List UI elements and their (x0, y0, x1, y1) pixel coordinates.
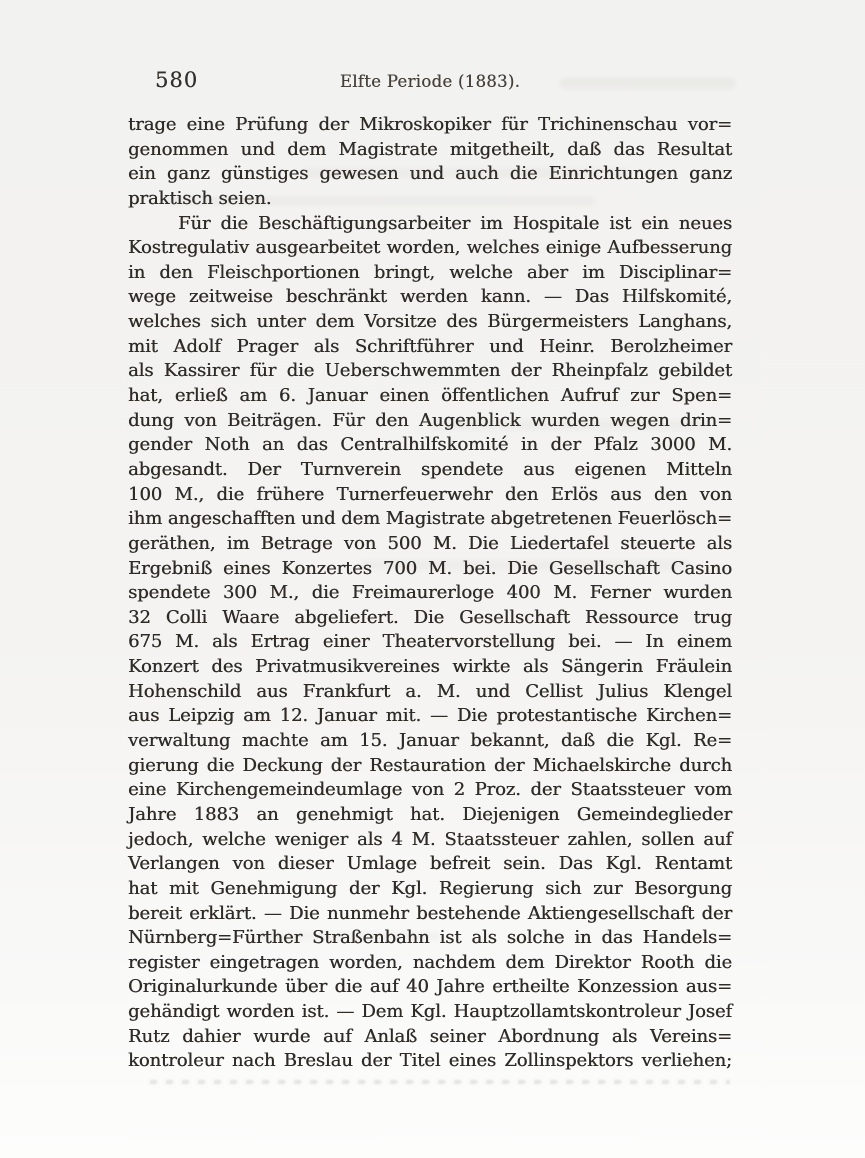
text-line: Originalurkunde über die auf 40 Jahre ertheilte Konzession aus= (128, 976, 732, 998)
text-line: welches sich unter dem Vorsitze des Bürgermeisters Langhans, (128, 311, 732, 333)
text-line: mit Adolf Prager als Schriftführer und Heinr. Berolzheimer (128, 335, 732, 357)
text-line: als Kassirer für die Ueberschwemmten der Rheinpfalz gebildet (128, 360, 732, 382)
text-line: Rutz dahier wurde auf Anlaß seiner Abordnung als Vereins= (128, 1025, 732, 1047)
text-line: Konzert des Privatmusikvereines wirkte als Sängerin Fräulein (128, 656, 732, 678)
text-line: genommen und dem Magistrate mitgetheilt, daß das Resultat (128, 138, 732, 160)
body-text (128, 113, 732, 1074)
text-line: ihm angeschafften und dem Magistrate abgetretenen Feuerlösch= (128, 508, 732, 530)
page-number: 580 (155, 68, 199, 92)
scan-edge-speckle (150, 1080, 730, 1084)
text-line: abgesandt. Der Turnverein spendete aus eigenen Mitteln (128, 458, 732, 480)
text-line: in den Fleischportionen bringt, welche aber im Disciplinar= (128, 261, 732, 283)
text-line: Jahre 1883 an genehmigt hat. Diejenigen Gemeindeglieder (128, 803, 732, 825)
text-line: jedoch, welche weniger als 4 M. Staatssteuer zahlen, sollen auf (128, 828, 732, 850)
text-line: Hohenschild aus Frankfurt a. M. und Cellist Julius Klengel (128, 680, 732, 702)
text-line: register eingetragen worden, nachdem dem Direktor Rooth die (128, 951, 732, 973)
text-line: hat, erließ am 6. Januar einen öffentlichen Aufruf zur Spen= (128, 385, 732, 407)
text-line: gierung die Deckung der Restauration der Michaelskirche durch (128, 754, 732, 776)
text-line: bereit erklärt. — Die nunmehr bestehende Aktiengesellschaft der (128, 902, 732, 924)
text-line: dung von Beiträgen. Für den Augenblick wurden wegen drin= (128, 409, 732, 431)
running-header: Elfte Periode (1883). (339, 72, 521, 91)
text-line: aus Leipzig am 12. Januar mit. — Die protestantische Kirchen= (128, 705, 732, 727)
text-line: kontroleur nach Breslau der Titel eines Zollinspektors verliehen; (128, 1050, 732, 1072)
text-line: verwaltung machte am 15. Januar bekannt, daß die Kgl. Re= (128, 730, 732, 752)
text-line: Verlangen von dieser Umlage befreit sein. Das Kgl. Rentamt (128, 853, 732, 875)
text-line: trage eine Prüfung der Mikroskopiker für Trichinenschau vor= (128, 114, 732, 135)
text-line: Für die Beschäftigungsarbeiter im Hospitale ist ein neues (178, 212, 732, 234)
text-line: wege zeitweise beschränkt werden kann. — Das Hilfskomité, (128, 286, 732, 308)
text-line: geräthen, im Betrage von 500 M. Die Liedertafel steuerte als (128, 532, 732, 554)
text-line: 675 M. als Ertrag einer Theatervorstellung bei. — In einem (128, 631, 732, 653)
text-line: eine Kirchengemeindeumlage von 2 Proz. der Staatssteuer vom (128, 779, 732, 801)
text-line: spendete 300 M., die Freimaurerloge 400 M. Ferner wurden (128, 582, 732, 604)
text-line: Ergebniß eines Konzertes 700 M. bei. Die Gesellschaft Casino (128, 557, 732, 579)
text-line: gender Noth an das Centralhilfskomité in der Pfalz 3000 M. (128, 434, 732, 456)
text-line: gehändigt worden ist. — Dem Kgl. Hauptzollamtskontroleur Josef (128, 1001, 732, 1023)
text-line: Kostregulativ ausgearbeitet worden, welches einige Aufbesserung (128, 237, 732, 259)
text-line: hat mit Genehmigung der Kgl. Regierung sich zur Besorgung (128, 877, 732, 899)
text-line: praktisch seien. (128, 187, 272, 209)
text-line: 32 Colli Waare abgeliefert. Die Gesellschaft Ressource trug (128, 606, 732, 628)
text-line: Nürnberg=Fürther Straßenbahn ist als solche in das Handels= (128, 927, 732, 949)
text-line: 100 M., die frühere Turnerfeuerwehr den Erlös aus den von (128, 483, 732, 505)
text-line: ein ganz günstiges gewesen und auch die Einrichtungen ganz (128, 163, 732, 185)
